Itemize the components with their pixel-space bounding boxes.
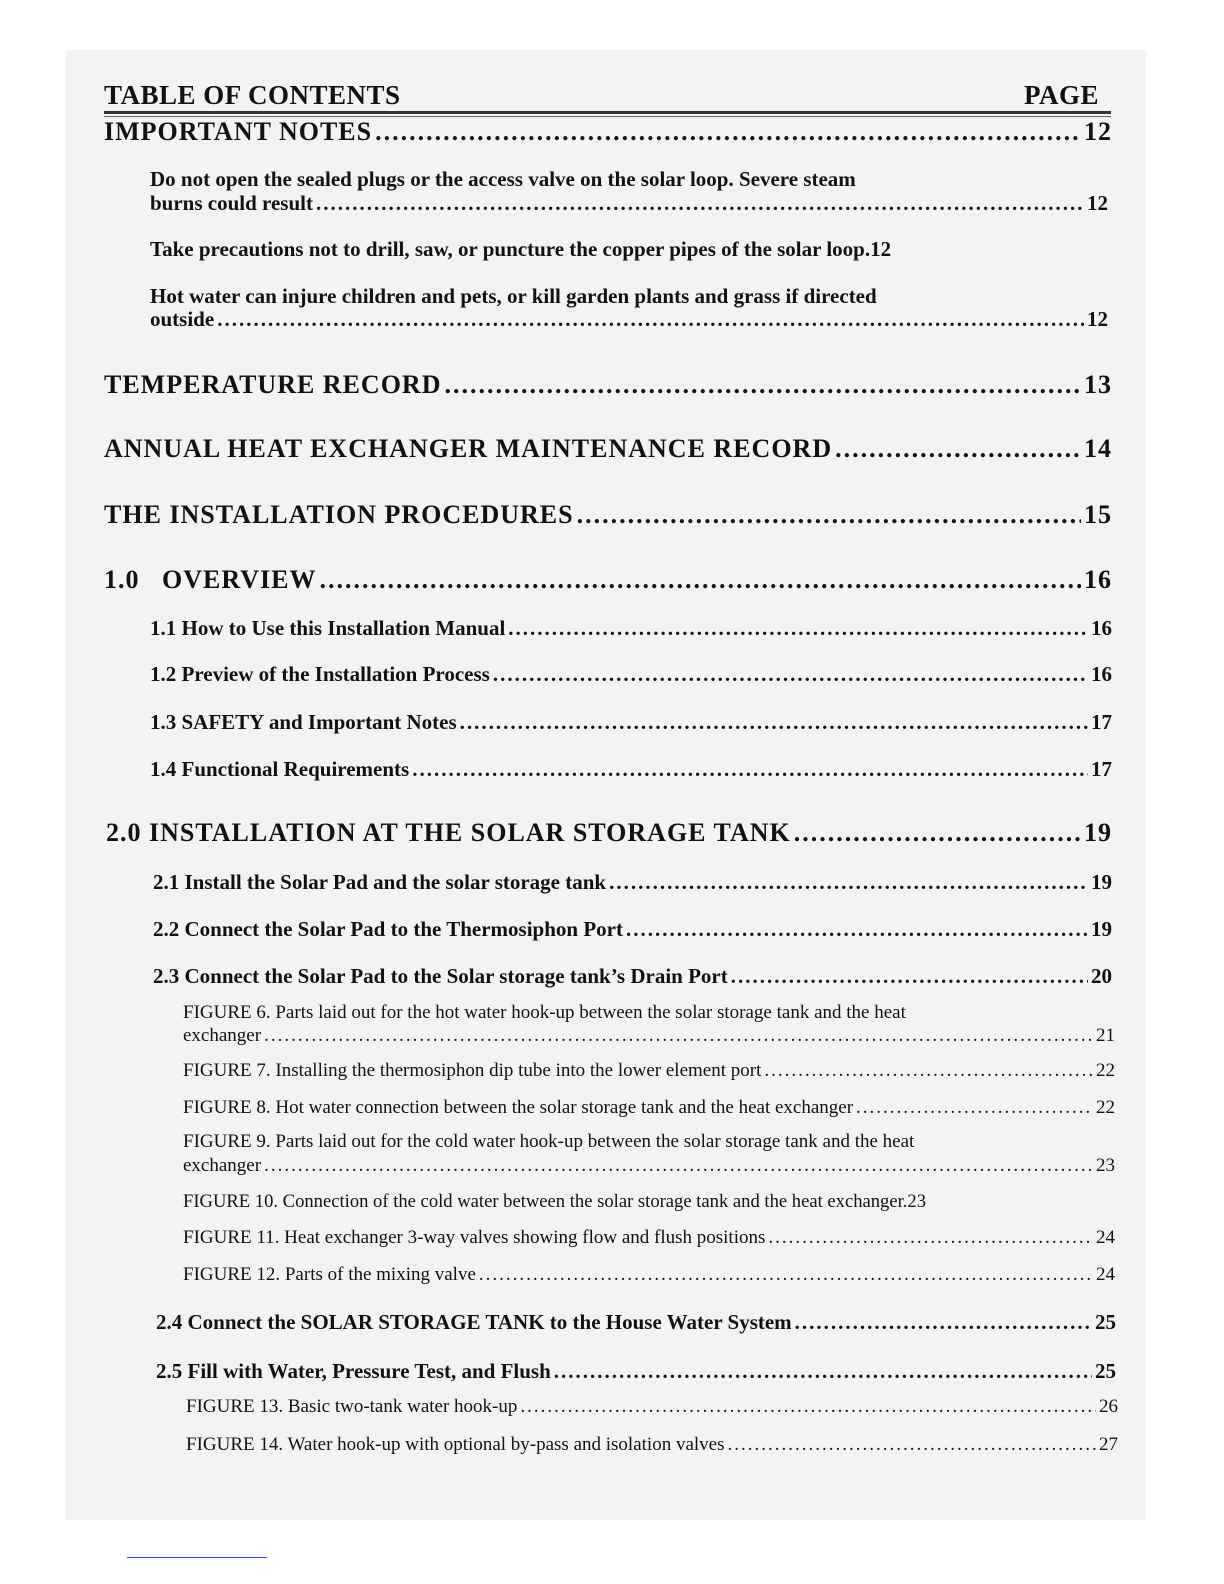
page-number: 22 [1096,1097,1115,1118]
page-number: 12 [1084,117,1112,146]
page-number: 12 [1087,191,1108,215]
toc-entry-2-0[interactable]: 2.0 INSTALLATION AT THE SOLAR STORAGE TANK ..... 19 [106,818,1112,848]
page-number: 19 [1091,917,1112,941]
toc-figure-13[interactable]: FIGURE 13. Basic two-tank water hook-up ..... 26 [186,1396,1118,1418]
toc-entry-2-2[interactable]: 2.2 Connect the Solar Pad to the Thermosiphon Port ..... 19 [153,917,1112,942]
page-number: 22 [1096,1060,1115,1081]
page-number: 16 [1084,565,1112,594]
toc-figure-8[interactable]: FIGURE 8. Hot water connection between the solar storage tank and the heat exchanger ..... 22 [183,1097,1115,1119]
page-number: 16 [1091,616,1112,640]
page-number: 27 [1099,1434,1118,1455]
page-number: 25 [1095,1359,1116,1383]
page-number: 26 [1099,1396,1118,1417]
page-number: 24 [1096,1227,1115,1248]
toc-entry-temperature-record[interactable]: TEMPERATURE RECORD ..... 13 [104,370,1112,400]
page-number: 15 [1084,500,1112,529]
toc-title: TABLE OF CONTENTS [104,80,401,110]
toc-figure-12[interactable]: FIGURE 12. Parts of the mixing valve ..... 24 [183,1264,1115,1286]
page-number: 19 [1091,870,1112,894]
toc-entry-note2[interactable]: Take precautions not to drill, saw, or puncture the copper pipes of the solar loop. 12 [150,237,892,261]
header-rule [104,111,1111,114]
page-column-label: PAGE [1024,80,1099,110]
toc-entry-2-4[interactable]: 2.4 Connect the SOLAR STORAGE TANK to the House Water System ..... 25 [156,1310,1116,1335]
page-number: 13 [1084,370,1112,399]
toc-figure-9-line1[interactable]: FIGURE 9. Parts laid out for the cold water hook-up between the solar storage tank and the heat [183,1131,915,1152]
toc-entry-1-2[interactable]: 1.2 Preview of the Installation Process ..... 16 [150,662,1112,687]
link-underline [127,1557,267,1558]
toc-figure-11[interactable]: FIGURE 11. Heat exchanger 3-way valves showing flow and flush positions ..... 24 [183,1227,1115,1249]
page-number: 23 [1096,1155,1115,1176]
toc-figure-10[interactable]: FIGURE 10. Connection of the cold water between the solar storage tank and the heat exchanger.23 [183,1191,926,1212]
page-number: 16 [1091,662,1112,686]
toc-entry-2-1[interactable]: 2.1 Install the Solar Pad and the solar storage tank ..... 19 [153,870,1112,895]
page-number: 19 [1084,818,1112,847]
toc-entry-1-4[interactable]: 1.4 Functional Requirements ..... 17 [150,757,1112,782]
toc-figure-6[interactable]: exchanger ..... 21 [183,1025,1115,1047]
toc-figure-7[interactable]: FIGURE 7. Installing the thermosiphon dip tube into the lower element port ..... 22 [183,1060,1115,1082]
toc-figure-9[interactable]: exchanger ..... 23 [183,1155,1115,1177]
toc-figure-6-line1[interactable]: FIGURE 6. Parts laid out for the hot water hook-up between the solar storage tank and the heat [183,1002,906,1023]
page-number: 12 [870,237,892,261]
page-number: 14 [1084,434,1112,463]
toc-figure-14[interactable]: FIGURE 14. Water hook-up with optional by-pass and isolation valves ..... 27 [186,1434,1118,1456]
page-number: 24 [1096,1264,1115,1285]
page-number: 12 [1087,307,1108,331]
toc-entry-overview[interactable]: 1.0 OVERVIEW ..... 16 [104,565,1112,595]
page-number: 21 [1096,1025,1115,1046]
toc-entry-2-3[interactable]: 2.3 Connect the Solar Pad to the Solar storage tank’s Drain Port ..... 20 [153,964,1112,989]
toc-entry-annual-record[interactable]: ANNUAL HEAT EXCHANGER MAINTENANCE RECORD ..... 14 [104,434,1112,464]
scanned-page [66,50,1146,1520]
toc-entry-important-notes[interactable]: IMPORTANT NOTES ..... 12 [104,117,1112,147]
toc-entry-note3[interactable]: outside ..... 12 [150,307,1108,332]
toc-entry-note3-line1[interactable]: Hot water can injure children and pets, or kill garden plants and grass if directed [150,284,877,308]
toc-entry-2-5[interactable]: 2.5 Fill with Water, Pressure Test, and Flush ..... 25 [156,1359,1116,1384]
toc-entry-note1-line1[interactable]: Do not open the sealed plugs or the access valve on the solar loop. Severe steam [150,167,856,191]
toc-entry-1-3[interactable]: 1.3 SAFETY and Important Notes ..... 17 [150,710,1112,735]
toc-entry-1-1[interactable]: 1.1 How to Use this Installation Manual ..... 16 [150,616,1112,641]
toc-entry-note1[interactable]: burns could result ..... 12 [150,191,1108,216]
page-number: 20 [1091,964,1112,988]
toc-entry-installation-procedures[interactable]: THE INSTALLATION PROCEDURES ..... 15 [104,500,1112,530]
page-number: 17 [1091,757,1112,781]
page-number: 25 [1095,1310,1116,1334]
page-number: 17 [1091,710,1112,734]
